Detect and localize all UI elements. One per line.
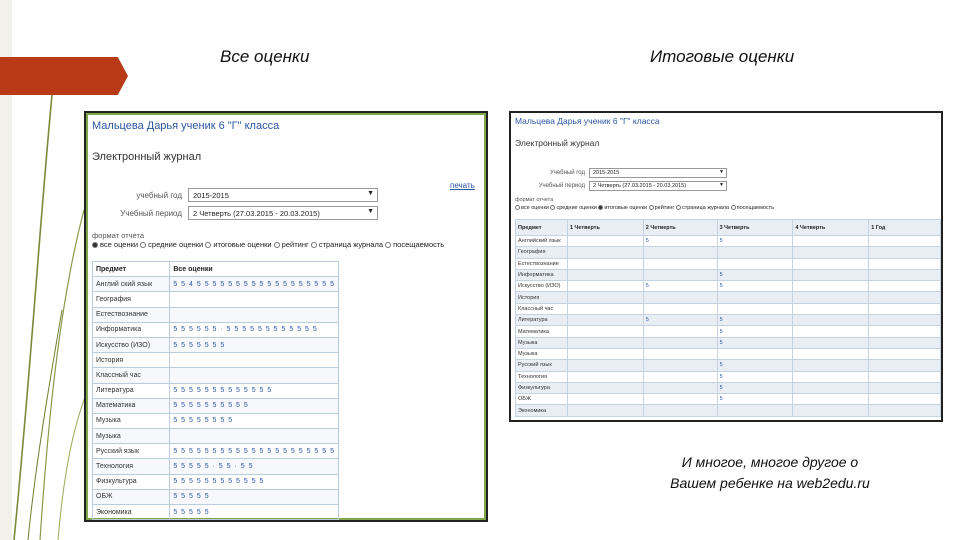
grade-cell (643, 382, 717, 393)
radio-icon (550, 205, 555, 210)
grades-cell[interactable] (170, 292, 339, 307)
grade-cell (793, 292, 869, 303)
print-link[interactable]: печать (450, 181, 475, 190)
subject-cell: Математика (93, 398, 170, 413)
subject-cell: Искусство (ИЗО) (516, 281, 568, 292)
radio-final-grades[interactable]: итоговые оценки (598, 205, 647, 211)
grade-cell: 5 (717, 360, 793, 371)
grade-cell (793, 269, 869, 280)
radio-icon (92, 242, 98, 248)
grade-cell (717, 303, 793, 314)
year-select-value: 2015-2015 (193, 191, 229, 200)
grade-cell (869, 247, 941, 258)
grade-cell: 5 (717, 371, 793, 382)
table-row (516, 394, 941, 405)
grade-cell (643, 269, 717, 280)
dropdown-arrow-icon: ▼ (367, 208, 374, 215)
grade-cell (869, 315, 941, 326)
grade-cell (869, 292, 941, 303)
grade-cell: 5 (717, 382, 793, 393)
grade-cell (567, 292, 643, 303)
grade-cell (793, 394, 869, 405)
grade-cell (869, 405, 941, 416)
table-row (516, 236, 941, 247)
grade-cell (869, 394, 941, 405)
table-row (516, 269, 941, 280)
grade-cell (567, 258, 643, 269)
table-row (516, 337, 941, 348)
grade-cell (643, 371, 717, 382)
grade-cell (869, 348, 941, 359)
grade-cell (869, 281, 941, 292)
period-label: Учебный период (538, 183, 585, 189)
subject-cell: Англий ский язык (93, 277, 170, 292)
radio-rating[interactable]: рейтинг (274, 240, 309, 249)
radio-icon (140, 242, 146, 248)
subject-cell: Русский язык (93, 444, 170, 459)
radio-journal-page[interactable]: страница журнала (676, 205, 729, 211)
subject-cell: Информатика (93, 322, 170, 337)
grades-cell[interactable] (170, 429, 339, 444)
table-row (93, 429, 339, 444)
table-row (93, 413, 339, 428)
grade-cell (793, 382, 869, 393)
grade-cell: 5 (717, 281, 793, 292)
table-row (93, 292, 339, 307)
year-select-value: 2015-2015 (593, 170, 620, 176)
promo-caption (605, 452, 935, 494)
subject-cell: Музыка (516, 348, 568, 359)
grade-cell (793, 315, 869, 326)
grade-cell (793, 303, 869, 314)
radio-rating[interactable]: рейтинг (649, 205, 675, 211)
grade-cell (643, 326, 717, 337)
grades-cell[interactable]: 5 5 5 5 5 (170, 489, 339, 504)
subject-cell: Физкультура (93, 474, 170, 489)
grades-cell[interactable]: 5 5 5 5 5 5 5 5 5 5 (170, 398, 339, 413)
caption-line-1: И многое, многое другое о (681, 454, 859, 470)
grade-cell (643, 348, 717, 359)
grade-cell (567, 303, 643, 314)
subject-cell: Технология (93, 459, 170, 474)
subject-cell: Литература (93, 383, 170, 398)
year-label: учебный год (136, 191, 182, 200)
grade-cell (869, 371, 941, 382)
grade-cell (793, 405, 869, 416)
radio-icon (385, 242, 391, 248)
table-row (93, 489, 339, 504)
column-header: 1 Четверть (567, 220, 643, 236)
period-label: Учебный период (120, 209, 182, 218)
grade-cell (793, 371, 869, 382)
radio-icon (731, 205, 736, 210)
table-row (516, 326, 941, 337)
grade-cell (567, 382, 643, 393)
radio-average-grades[interactable]: средние оценки (140, 240, 203, 249)
grade-cell (567, 405, 643, 416)
subject-cell: Естествознание (93, 307, 170, 322)
grade-cell (869, 337, 941, 348)
grade-cell (717, 292, 793, 303)
radio-all-grades[interactable]: все оценки (92, 240, 138, 249)
grade-cell (869, 269, 941, 280)
radio-icon (649, 205, 654, 210)
table-row (516, 348, 941, 359)
period-select[interactable] (589, 181, 727, 191)
grade-cell (717, 348, 793, 359)
grade-cell (717, 258, 793, 269)
grade-cell (793, 236, 869, 247)
grades-cell[interactable]: 5 5 5 5 5 5 5 5 (170, 413, 339, 428)
grade-cell (643, 405, 717, 416)
table-row (516, 371, 941, 382)
grades-cell[interactable] (170, 353, 339, 368)
table-row (516, 258, 941, 269)
radio-average-grades[interactable]: средние оценки (550, 205, 596, 211)
table-row (516, 315, 941, 326)
table-row (93, 474, 339, 489)
grade-cell (643, 360, 717, 371)
heading-all-grades: Все оценки (220, 47, 310, 66)
radio-icon (274, 242, 280, 248)
subject-cell: Русский язык (516, 360, 568, 371)
table-row (516, 382, 941, 393)
period-select-value: 2 Четверть (27.03.2015 - 20.03.2015) (193, 209, 320, 218)
format-radio-group (515, 205, 774, 211)
grades-cell[interactable]: 5 5 5 5 5 · 5 5 · 5 5 (170, 459, 339, 474)
grade-cell (793, 258, 869, 269)
subject-cell: История (516, 292, 568, 303)
grade-cell (567, 269, 643, 280)
final-grades-screenshot (509, 111, 943, 422)
grade-cell (643, 394, 717, 405)
grade-cell: 5 (643, 281, 717, 292)
grade-cell: 5 (717, 337, 793, 348)
grade-cell (869, 360, 941, 371)
table-row (93, 307, 339, 322)
grade-cell (567, 247, 643, 258)
table-header-row (516, 220, 941, 236)
period-select-value: 2 Четверть (27.03.2015 - 20.03.2015) (593, 183, 687, 189)
grade-cell: 5 (643, 236, 717, 247)
grades-cell[interactable]: 5 5 5 5 5 (170, 505, 339, 520)
year-select[interactable] (188, 188, 378, 202)
grades-cell[interactable] (170, 368, 339, 383)
table-row (93, 322, 339, 337)
table-row (93, 383, 339, 398)
grade-cell (793, 247, 869, 258)
grades-cell[interactable]: 5 5 5 5 5 5 5 (170, 337, 339, 352)
grade-cell (643, 292, 717, 303)
grade-cell (567, 360, 643, 371)
column-header: Предмет (93, 262, 170, 277)
table-row (93, 444, 339, 459)
grade-cell: 5 (643, 315, 717, 326)
grade-cell (869, 236, 941, 247)
column-header: 1 Год (869, 220, 941, 236)
radio-final-grades[interactable]: итоговые оценки (205, 240, 271, 249)
subject-cell: История (93, 353, 170, 368)
subject-cell: Искусство (ИЗО) (93, 337, 170, 352)
subject-cell: Экономика (516, 405, 568, 416)
radio-icon (515, 205, 520, 210)
grade-cell (793, 281, 869, 292)
grade-cell (869, 326, 941, 337)
radio-journal-page[interactable]: страница журнала (311, 240, 383, 249)
grades-cell[interactable]: 5 5 5 5 5 5 5 5 5 5 5 5 5 5 5 5 5 5 5 5 5 (170, 444, 339, 459)
table-row (93, 277, 339, 292)
format-label: формат отчета (515, 197, 554, 203)
table-row (93, 353, 339, 368)
table-row (93, 368, 339, 383)
grade-cell: 5 (717, 236, 793, 247)
radio-all-grades[interactable]: все оценки (515, 205, 549, 211)
subject-cell: Музыка (516, 337, 568, 348)
grade-cell (567, 394, 643, 405)
table-row (93, 459, 339, 474)
radio-icon (205, 242, 211, 248)
subject-cell: Английский язык (516, 236, 568, 247)
subject-cell: Математика (516, 326, 568, 337)
subject-cell: География (93, 292, 170, 307)
table-row (516, 247, 941, 258)
grade-cell (869, 258, 941, 269)
grades-cell[interactable] (170, 307, 339, 322)
table-row (93, 337, 339, 352)
column-header: Предмет (516, 220, 568, 236)
grades-cell[interactable]: 5 5 4 5 5 5 5 5 5 5 5 5 5 5 5 5 5 5 5 5 5 (170, 277, 339, 292)
subject-cell: Информатика (516, 269, 568, 280)
grade-cell: 5 (717, 315, 793, 326)
period-select[interactable] (188, 206, 378, 220)
grades-cell[interactable]: 5 5 5 5 5 5 5 5 5 5 5 5 5 (170, 383, 339, 398)
student-title: Мальцева Дарья ученик 6 "Г" класса (515, 116, 660, 126)
subject-cell: Музыка (93, 429, 170, 444)
grade-cell (567, 337, 643, 348)
grade-cell (567, 315, 643, 326)
radio-attendance[interactable]: посещаемость (385, 240, 444, 249)
table-row (516, 281, 941, 292)
grade-cell: 5 (717, 269, 793, 280)
all-grades-screenshot (84, 111, 488, 522)
grade-cell (869, 382, 941, 393)
grade-cell (643, 303, 717, 314)
grades-cell[interactable]: 5 5 5 5 5 5 5 5 5 5 5 5 (170, 474, 339, 489)
year-select[interactable] (589, 168, 727, 178)
student-title: Мальцева Дарья ученик 6 "Г" класса (92, 120, 280, 132)
grades-cell[interactable]: 5 5 5 5 5 5 · 5 5 5 5 5 5 5 5 5 5 5 5 (170, 322, 339, 337)
heading-final-grades: Итоговые оценки (650, 47, 795, 66)
dropdown-arrow-icon: ▼ (367, 190, 374, 197)
subject-cell: Литература (516, 315, 568, 326)
subject-cell: Классный час (93, 368, 170, 383)
grade-cell (793, 360, 869, 371)
table-row (93, 505, 339, 520)
column-header: 2 Четверть (643, 220, 717, 236)
grade-cell: 5 (717, 394, 793, 405)
subject-cell: География (516, 247, 568, 258)
grade-cell (869, 303, 941, 314)
table-row (516, 360, 941, 371)
grade-cell (717, 405, 793, 416)
dropdown-arrow-icon: ▼ (719, 169, 724, 175)
radio-attendance[interactable]: посещаемость (731, 205, 774, 211)
caption-line-2: Вашем ребенке на web2edu.ru (670, 475, 870, 491)
column-header: Все оценки (170, 262, 339, 277)
grade-cell (643, 258, 717, 269)
journal-title: Электронный журнал (92, 151, 202, 163)
final-grades-table (515, 219, 941, 417)
grade-cell: 5 (717, 326, 793, 337)
grade-cell (643, 337, 717, 348)
table-row (516, 303, 941, 314)
subject-cell: ОБЖ (516, 394, 568, 405)
table-header-row (93, 262, 339, 277)
grade-cell (567, 236, 643, 247)
column-header: 4 Четверть (793, 220, 869, 236)
grade-cell (793, 348, 869, 359)
red-arrow-tab (0, 57, 128, 95)
grade-cell (643, 247, 717, 258)
table-row (516, 405, 941, 416)
subject-cell: Экономика (93, 505, 170, 520)
table-row (516, 292, 941, 303)
grade-cell (717, 247, 793, 258)
radio-icon (311, 242, 317, 248)
dropdown-arrow-icon: ▼ (719, 182, 724, 188)
format-radio-group (92, 240, 444, 249)
radio-icon (676, 205, 681, 210)
format-label: формат отчета (92, 231, 144, 240)
all-grades-table (92, 261, 339, 520)
radio-icon (598, 205, 603, 210)
grade-cell (793, 337, 869, 348)
subject-cell: Технология (516, 371, 568, 382)
subject-cell: Физкультура (516, 382, 568, 393)
subject-cell: Классный час (516, 303, 568, 314)
grade-cell (567, 281, 643, 292)
subject-cell: Музыка (93, 413, 170, 428)
grade-cell (567, 348, 643, 359)
subject-cell: Естествознание (516, 258, 568, 269)
grade-cell (567, 371, 643, 382)
subject-cell: ОБЖ (93, 489, 170, 504)
column-header: 3 Четверть (717, 220, 793, 236)
year-label: Учебный год (549, 170, 585, 176)
table-row (93, 398, 339, 413)
grade-cell (793, 326, 869, 337)
journal-title: Электронный журнал (515, 138, 600, 148)
grade-cell (567, 326, 643, 337)
